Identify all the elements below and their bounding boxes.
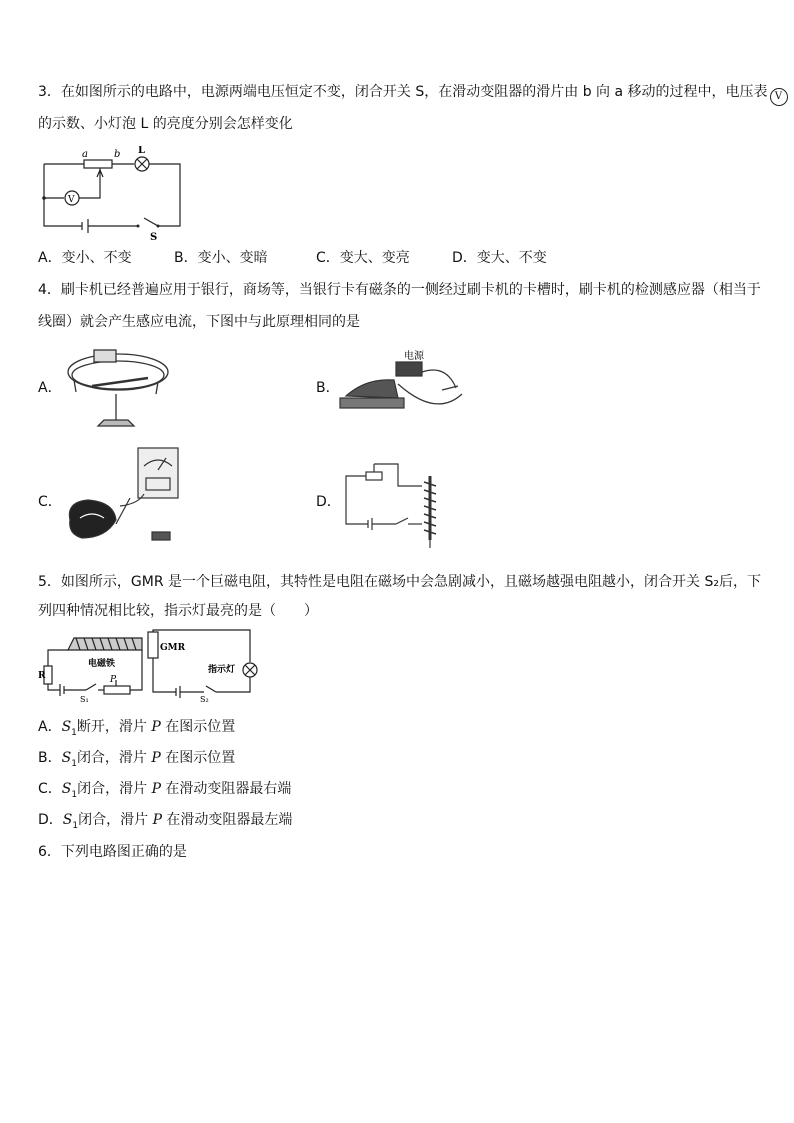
q3-stem-line2: 的示数、小灯泡 L 的亮度分别会怎样变化 [38,116,293,132]
q5-option-d-tail: 在滑动变阻器最左端 [161,812,293,828]
q5-label-S1: S₁ [80,695,89,704]
q5-option-c-prefix: C． [38,781,62,797]
q4-option-b-label[interactable]: B． [316,380,340,396]
q4-image-a [62,342,172,432]
q3-label-L: L [138,146,146,156]
q3-label-V: V [68,195,75,205]
q3-label-b: b [114,149,121,160]
q5-option-c-p: P [151,781,161,797]
q4-image-d [338,456,446,550]
q5-option-d-p: P [152,812,162,828]
q5-option-b-tail: 在图示位置 [160,750,236,766]
q5-label-P: P [110,675,117,685]
q5-option-c-switch: S [61,781,72,797]
q4-image-c [62,446,186,554]
q3-option-c[interactable]: C．变大、变亮 [316,250,410,266]
q5-stem-line1: 5．如图所示，GMR 是一个巨磁电阻，其特性是电阻在磁场中会急剧减小，且磁场越强电阻越小，闭合开关 S₂后，下 [38,574,761,590]
q5-option-c-tail: 在滑动变阻器最右端 [160,781,292,797]
q4-option-a-label[interactable]: A． [38,380,62,396]
q3-option-b[interactable]: B．变小、变暗 [174,250,268,266]
voltmeter-icon: V [770,88,788,106]
q5-option-b-p: P [151,750,161,766]
q5-option-b-prefix: B． [38,750,62,766]
q5-option-a-switch-sub: 1 [71,727,77,738]
q5-option-d-switch-sub: 1 [72,820,79,831]
q5-option-b[interactable] [38,748,235,774]
q4-option-d-label[interactable]: D． [316,494,341,510]
q4-image-b [336,348,468,424]
q5-circuit-diagram [38,628,264,704]
q3-stem-line1 [38,82,788,106]
q6-stem: 6．下列电路图正确的是 [38,844,187,860]
q3-option-d[interactable]: D．变大、不变 [452,250,547,266]
q5-option-d-text: 闭合，滑片 [78,812,153,828]
q5-option-c-text: 闭合，滑片 [77,781,152,797]
q5-option-a-text: 断开，滑片 [76,719,152,735]
q5-label-R: R [38,671,46,681]
q5-option-a-p: P [151,719,161,735]
q5-label-electromagnet: 电磁铁 [88,659,116,669]
q5-option-a-prefix: A． [38,719,62,735]
q3-circuit-diagram [38,146,188,242]
q5-option-d-switch: S [62,812,73,828]
q4-image-b-power-label: 电源 [404,351,424,362]
q5-option-b-switch-sub: 1 [71,758,77,769]
q5-stem-line2: 列四种情况相比较，指示灯最亮的是（ ） [38,603,318,619]
q3-option-a[interactable]: A．变小、不变 [38,250,132,266]
q5-label-lamp: 指示灯 [208,665,236,675]
q4-option-c-label[interactable]: C． [38,494,62,510]
q5-option-c-switch-sub: 1 [71,789,78,800]
q5-option-d-prefix: D． [38,812,63,828]
q4-stem-line1: 4．刷卡机已经普遍应用于银行，商场等，当银行卡有磁条的一侧经过刷卡机的卡槽时，刷卡机的检测感应器（相当于 [38,282,761,298]
q5-label-S2: S₂ [200,695,209,704]
q4-stem-line2: 线圈）就会产生感应电流，下图中与此原理相同的是 [38,314,360,330]
q5-option-d[interactable] [38,810,292,836]
q3-label-a: a [82,149,88,160]
q5-option-a-tail: 在图示位置 [160,719,236,735]
q5-label-gmr: GMR [160,643,186,653]
q5-option-c[interactable] [38,779,291,805]
q5-option-b-text: 闭合，滑片 [76,750,152,766]
q3-stem-text: 3．在如图所示的电路中，电源两端电压恒定不变，闭合开关 S，在滑动变阻器的滑片由 b 向 a 移动的过程中，电压表 [38,84,768,100]
q5-option-a-switch: S [61,719,72,735]
q5-option-b-switch: S [61,750,72,766]
q3-label-S: S [150,232,158,242]
q5-option-a[interactable] [38,717,235,743]
